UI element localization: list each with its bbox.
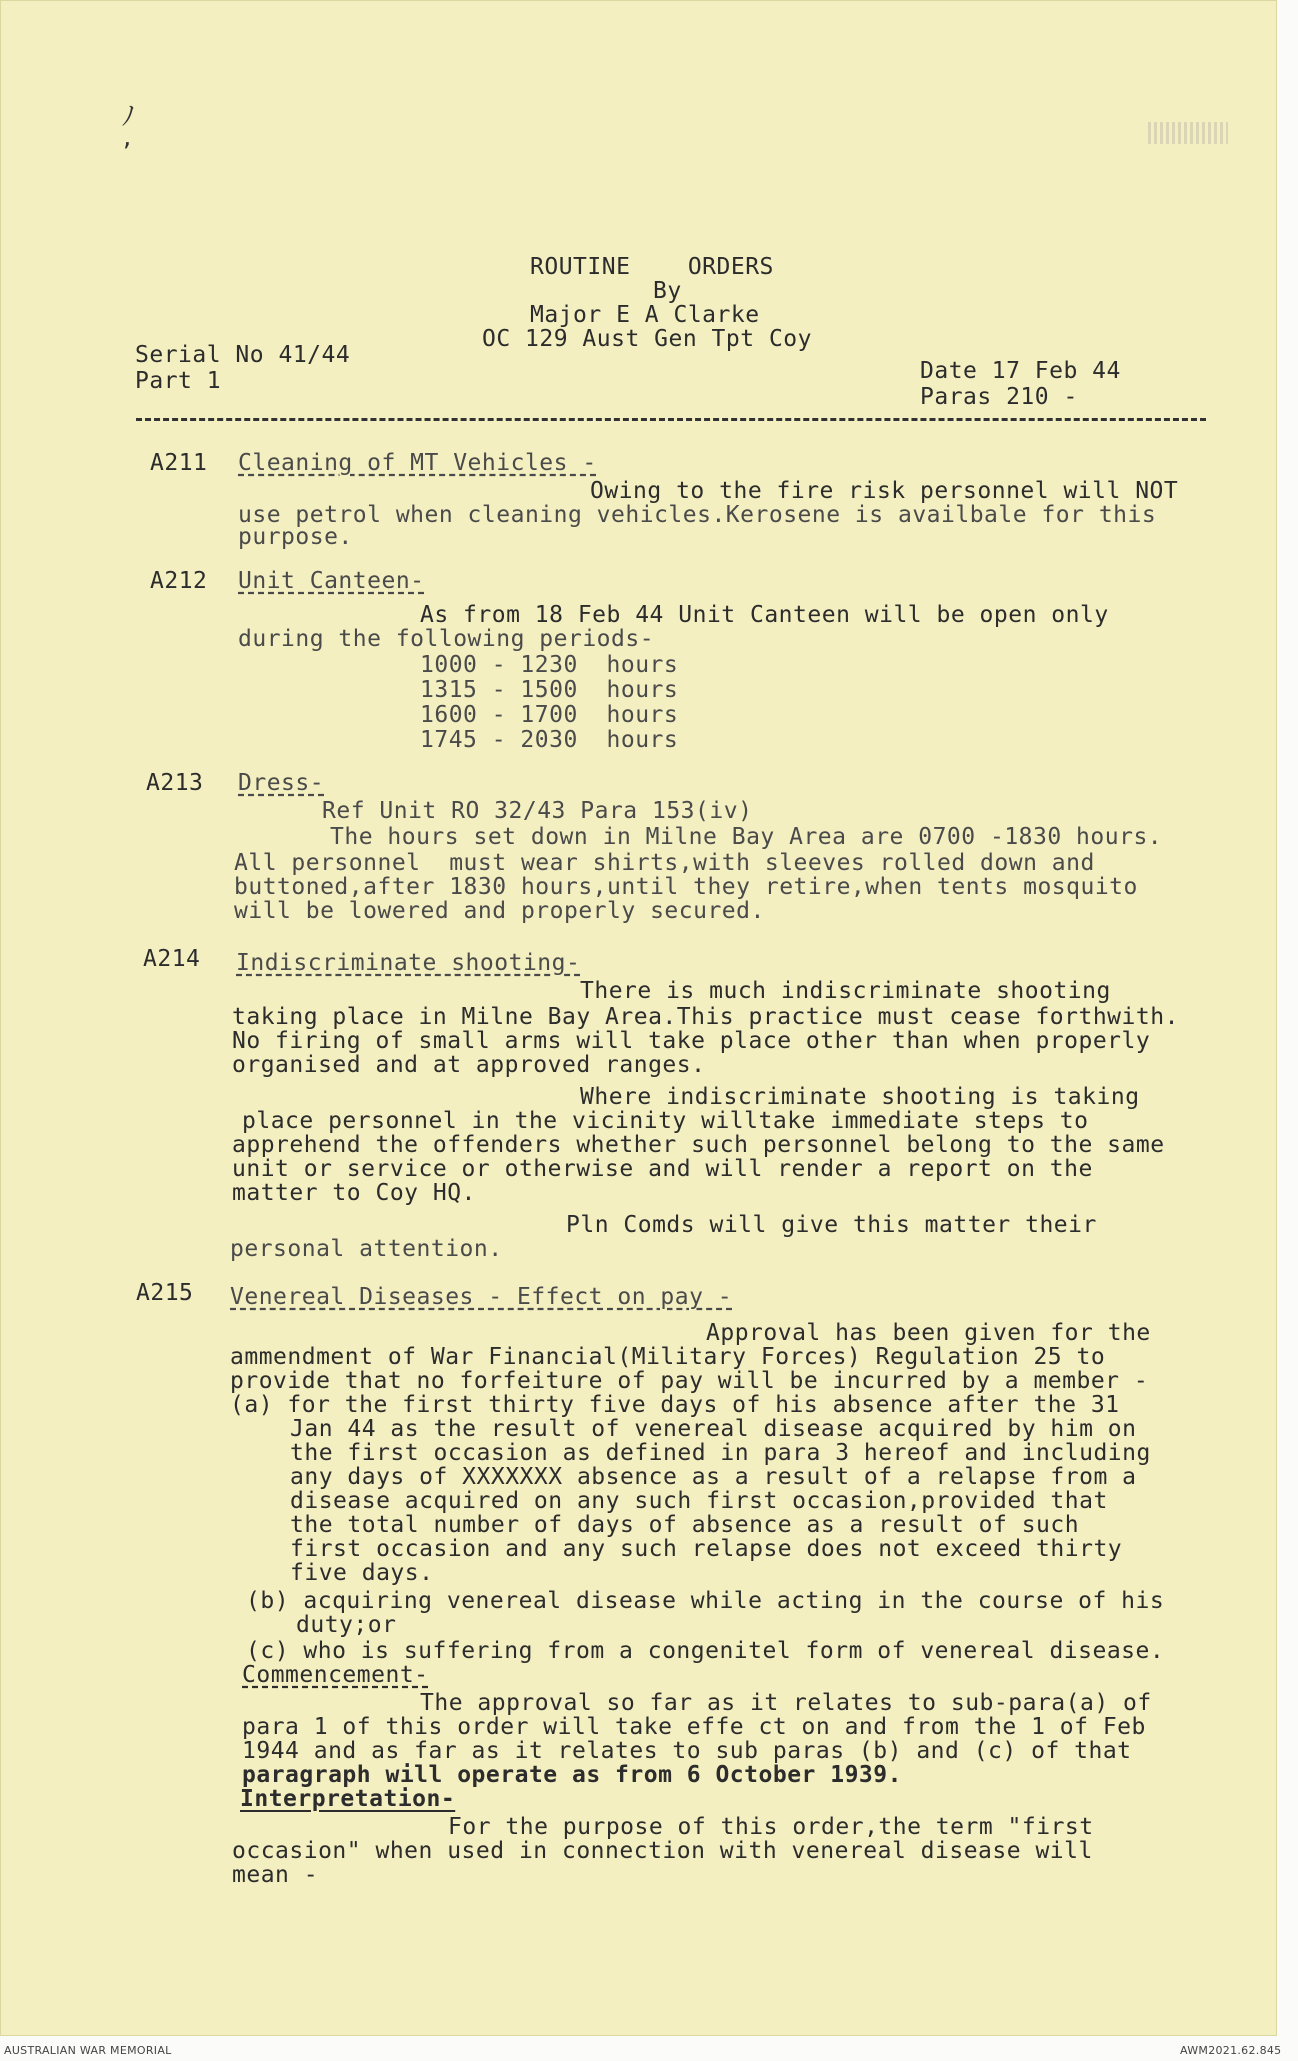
ink-mark: ʼ xyxy=(120,140,134,165)
order-heading: Venereal Diseases - Effect on pay - xyxy=(230,1284,733,1310)
serial-number: Serial No 41/44 xyxy=(135,342,351,368)
order-line: No firing of small arms will take place other than when properly xyxy=(232,1028,1151,1054)
order-line: provide that no forfeiture of pay will be incurred by a member - xyxy=(230,1368,1149,1394)
order-heading: Cleaning of MT Vehicles - xyxy=(238,450,597,476)
order-line: use petrol when cleaning vehicles.Kerosene is availbale for this xyxy=(238,502,1157,528)
order-heading: Unit Canteen- xyxy=(238,568,425,594)
order-line: disease acquired on any such first occasion,provided that xyxy=(290,1488,1108,1514)
header-divider xyxy=(136,418,1206,421)
order-line: The hours set down in Milne Bay Area are 0700 -1830 hours. xyxy=(330,824,1163,850)
order-line: ammendment of War Financial(Military Forces) Regulation 25 to xyxy=(230,1344,1106,1370)
order-number: A212 xyxy=(150,568,208,594)
order-line: matter to Coy HQ. xyxy=(232,1180,476,1206)
order-line: buttoned,after 1830 hours,until they retire,when tents mosquito xyxy=(234,874,1138,900)
order-line: unit or service or otherwise and will render a report on the xyxy=(232,1156,1093,1182)
order-line: any days of XXXXXXX absence as a result of a relapse from a xyxy=(290,1464,1137,1490)
order-number: A215 xyxy=(136,1280,194,1306)
order-line: place personnel in the vicinity willtake immediate steps to xyxy=(242,1108,1089,1134)
stamp-smudge xyxy=(1148,122,1228,144)
order-line: (c) who is suffering from a congenitel form of venereal disease. xyxy=(246,1638,1165,1664)
unit-name: OC 129 Aust Gen Tpt Coy xyxy=(482,326,812,352)
order-line: 1000 - 1230 hours xyxy=(420,652,679,678)
order-line: (b) acquiring venereal disease while acting in the course of his xyxy=(246,1588,1165,1614)
order-line: the first occasion as defined in para 3 hereof and including xyxy=(290,1440,1151,1466)
order-line: apprehend the offenders whether such personnel belong to the same xyxy=(232,1132,1165,1158)
order-line: Approval has been given for the xyxy=(706,1320,1151,1346)
order-line: first occasion and any such relapse does not exceed thirty xyxy=(290,1536,1123,1562)
order-heading: Dress- xyxy=(238,770,325,796)
order-number: A214 xyxy=(143,946,201,972)
order-line: Where indiscriminate shooting is taking xyxy=(580,1084,1140,1110)
order-line: taking place in Milne Bay Area.This practice must cease forthwith. xyxy=(232,1004,1179,1030)
subheading-commencement: Commencement- xyxy=(242,1662,429,1688)
order-line: All personnel must wear shirts,with sleeves rolled down and xyxy=(234,850,1095,876)
subheading-interpretation: Interpretation- xyxy=(240,1786,456,1812)
order-line: will be lowered and properly secured. xyxy=(234,898,765,924)
order-line: during the following periods- xyxy=(238,626,655,652)
order-line: purpose. xyxy=(238,524,353,550)
order-line: 1315 - 1500 hours xyxy=(420,677,679,703)
footer-accession-number: AWM2021.62.845 xyxy=(1180,2044,1282,2057)
order-line: 1600 - 1700 hours xyxy=(420,702,679,728)
order-line: Jan 44 as the result of venereal disease acquired by him on xyxy=(290,1416,1137,1442)
order-line: the total number of days of absence as a result of such xyxy=(290,1512,1080,1538)
paras-range: Paras 210 - xyxy=(920,384,1078,410)
officer-name: Major E A Clarke xyxy=(530,302,760,328)
order-line: 1944 and as far as it relates to sub paras (b) and (c) of that xyxy=(242,1738,1132,1764)
document-title: ROUTINE ORDERS xyxy=(530,254,774,280)
by-line: By xyxy=(653,278,682,304)
order-line: There is much indiscriminate shooting xyxy=(580,978,1111,1004)
part-number: Part 1 xyxy=(135,368,222,394)
order-line: Ref Unit RO 32/43 Para 153(iv) xyxy=(322,798,753,824)
order-line: occasion" when used in connection with venereal disease will xyxy=(232,1838,1093,1864)
order-line: The approval so far as it relates to sub-para(a) of xyxy=(420,1690,1152,1716)
order-line: Pln Comds will give this matter their xyxy=(566,1212,1097,1238)
order-number: A211 xyxy=(150,450,208,476)
ink-mark: ﾉ xyxy=(122,102,136,132)
order-line: For the purpose of this order,the term "first xyxy=(448,1814,1094,1840)
footer-institution: AUSTRALIAN WAR MEMORIAL xyxy=(4,2044,172,2057)
order-date: Date 17 Feb 44 xyxy=(920,358,1121,384)
order-number: A213 xyxy=(146,770,204,796)
order-heading: Indiscriminate shooting- xyxy=(236,950,581,976)
order-line: 1745 - 2030 hours xyxy=(420,727,679,753)
order-line: paragraph will operate as from 6 October 1939. xyxy=(242,1762,902,1788)
order-line: mean - xyxy=(232,1862,319,1888)
order-line: As from 18 Feb 44 Unit Canteen will be open only xyxy=(420,602,1109,628)
order-line: Owing to the fire risk personnel will NOT xyxy=(590,478,1179,504)
order-line: duty;or xyxy=(296,1612,397,1638)
order-line: five days. xyxy=(290,1560,434,1586)
order-line: organised and at approved ranges. xyxy=(232,1052,706,1078)
order-line: personal attention. xyxy=(230,1236,503,1262)
order-line: (a) for the first thirty five days of his absence after the 31 xyxy=(230,1392,1120,1418)
order-line: para 1 of this order will take effe ct on and from the 1 of Feb xyxy=(242,1714,1146,1740)
